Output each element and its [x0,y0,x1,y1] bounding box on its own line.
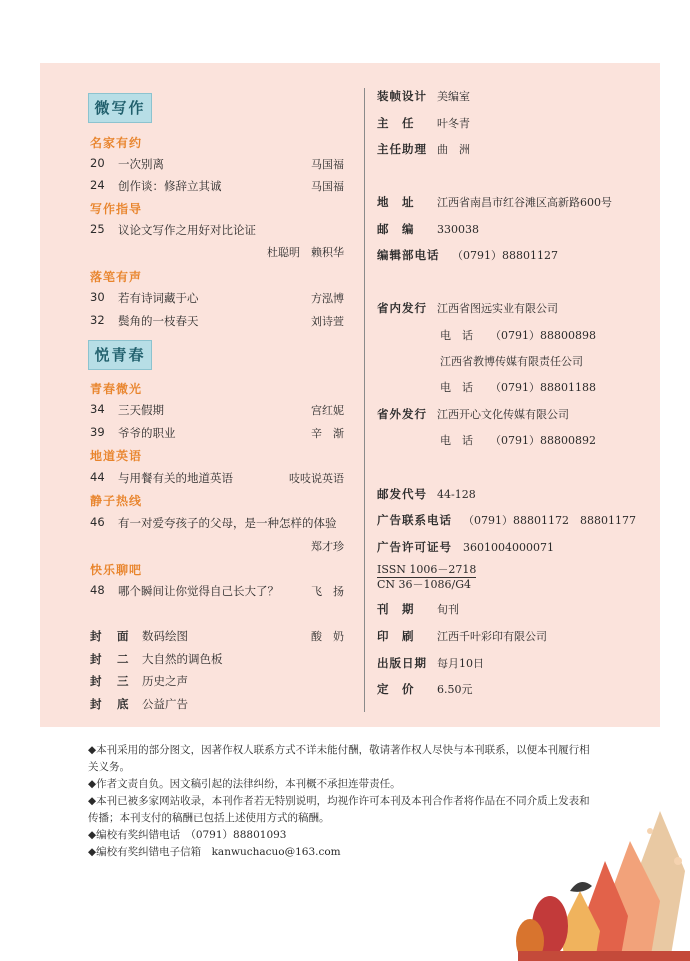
info-key: 邮 编 [377,222,415,236]
info-domestic-phone-2 [440,379,596,395]
info-key: 主 任 [377,116,415,130]
toc-row[interactable] [90,313,344,329]
category-heading: 快乐聊吧 [90,563,143,577]
info-value: 江西开心文化传媒有限公司 [437,408,569,421]
toc-row[interactable] [90,222,344,238]
note-line: ◆编校有奖纠错电子信箱 kanwuchacuo@163.com [88,846,341,858]
info-value: 44-128 [437,488,476,501]
cover-value: 历史之声 [142,674,188,688]
info-value: 330038 [437,223,479,236]
toc-row[interactable] [90,515,344,531]
toc-title: 若有诗词藏于心 [118,291,199,305]
toc-title: 与用餐有关的地道英语 [118,471,233,485]
toc-page: 32 [90,313,105,327]
toc-page: 44 [90,470,105,484]
category-heading: 地道英语 [90,449,143,463]
category-heading: 写作指导 [90,202,143,216]
info-value: 江西省南昌市红谷滩区高新路600号 [437,196,612,209]
cover-value: 公益广告 [142,697,188,711]
toc-page: 20 [90,156,105,170]
issn-block [377,563,476,592]
note-line: ◆本刊已被多家网站收录，本刊作者若无特别说明，均视作许可本刊及本刊合作者将作品在不同介质上发表和传播；本刊支付的稿酬已包括上述使用方式的稿酬。 [88,795,590,824]
cover-row [90,651,344,667]
info-value: （0791）88800898 [490,329,596,342]
info-design [377,88,470,104]
toc-page: 48 [90,583,105,597]
section-banner-2: 悦青春 [88,340,152,370]
info-key: 主任助理 [377,142,427,156]
toc-title: 爷爷的职业 [118,426,176,440]
info-outside-phone [440,432,596,448]
info-key: 邮发代号 [377,487,427,501]
toc-author: 方泓博 [311,292,344,305]
category-heading: 静子热线 [90,494,143,508]
info-key: 电 话 [440,381,473,394]
info-key: 省外发行 [377,407,427,421]
info-value: 江西省图远实业有限公司 [437,302,558,315]
cover-author: 酸 奶 [311,630,344,643]
toc-title: 三天假期 [118,403,164,417]
info-editorial-phone [377,247,558,263]
cover-value: 数码绘图 [142,629,188,643]
toc-author: 飞 扬 [311,585,344,598]
toc-page: 39 [90,425,105,439]
info-domestic-phone-1 [440,327,596,343]
info-value: （0791）88801172 88801177 [463,514,636,527]
toc-author: 马国福 [311,180,344,193]
info-value: （0791）88800892 [490,434,596,447]
info-key: 省内发行 [377,301,427,315]
info-value: 叶冬青 [437,117,470,130]
toc-row[interactable] [90,156,344,172]
info-address [377,194,612,210]
toc-page: 46 [90,515,105,529]
toc-row[interactable] [90,402,344,418]
info-value: 3601004000071 [463,541,554,554]
toc-page: 34 [90,402,105,416]
info-key: 地 址 [377,195,415,209]
toc-row[interactable] [90,178,344,194]
cover-row [90,673,344,689]
toc-author: 辛 渐 [311,427,344,440]
info-domestic-company-2: 江西省教博传媒有限责任公司 [440,355,583,368]
toc-author: 吱吱说英语 [289,472,344,485]
info-value: 曲 洲 [437,143,470,156]
toc-page: 24 [90,178,105,192]
note-line: ◆作者文责自负。因文稿引起的法律纠纷，本刊概不承担连带责任。 [88,778,401,790]
toc-row[interactable] [90,470,344,486]
category-heading: 青春微光 [90,382,143,396]
info-date [377,655,484,671]
info-postcode [377,221,479,237]
info-value: 每月10日 [437,657,484,670]
info-key: 定 价 [377,682,415,696]
info-period [377,601,459,617]
info-ad-license [377,539,554,555]
info-outside [377,406,569,422]
cover-label: 封 二 [90,652,131,666]
info-key: 广告联系电话 [377,513,452,527]
info-key: 装帧设计 [377,89,427,103]
info-postal-code [377,486,476,502]
info-value: 美编室 [437,90,470,103]
info-director [377,115,470,131]
category-heading: 名家有约 [90,136,143,150]
toc-row[interactable] [90,583,344,599]
toc-title: 哪个瞬间让你觉得自己长大了？ [118,584,279,598]
cover-value: 大自然的调色板 [142,652,223,666]
toc-author: 刘诗萱 [311,315,344,328]
section-banner-1: 微写作 [88,93,152,123]
info-key: 电 话 [440,434,473,447]
info-key: 刊 期 [377,602,415,616]
toc-author: 郑才珍 [311,540,344,553]
toc-page: 25 [90,222,105,236]
issn-number: ISSN 1006－2718 [377,563,477,576]
cover-label: 封 底 [90,697,131,711]
toc-title: 有一对爱夸孩子的父母，是一种怎样的体验 [118,516,337,530]
category-heading: 落笔有声 [90,270,143,284]
cover-label: 封 面 [90,629,131,643]
column-divider [364,88,365,712]
info-domestic [377,300,558,316]
info-value: 6.50元 [437,683,473,696]
cover-row [90,628,344,644]
toc-author: 马国福 [311,158,344,171]
toc-page: 30 [90,290,105,304]
info-key: 广告许可证号 [377,540,452,554]
info-value: （0791）88801188 [490,381,596,394]
info-price [377,681,473,697]
toc-author: 宫红妮 [311,404,344,417]
info-value: （0791）88801127 [452,249,558,262]
toc-title: 议论文写作之用好对比论证 [118,223,256,237]
info-value: 江西千叶彩印有限公司 [437,630,547,643]
toc-row[interactable] [90,425,344,441]
toc-title: 鬓角的一枝春天 [118,314,199,328]
info-key: 编辑部电话 [377,248,440,262]
decorative-trees-illustration [510,801,690,961]
info-key: 电 话 [440,329,473,342]
note-line: ◆本刊采用的部分图文，因著作权人联系方式不详未能付酬，敬请著作权人尽快与本刊联系，以便本刊履行相关义务。 [88,744,590,773]
info-key: 印 刷 [377,629,415,643]
cover-row [90,696,344,712]
info-print [377,628,547,644]
info-key: 出版日期 [377,656,427,670]
info-ad-phone [377,512,636,528]
toc-title: 创作谈：修辞立其诚 [118,179,222,193]
info-assistant [377,141,470,157]
note-line: ◆编校有奖纠错电话 （0791）88801093 [88,829,287,841]
cover-label: 封 三 [90,674,131,688]
cn-number: CN 36－1086/G4 [377,578,472,591]
toc-author: 杜聪明 赖积华 [267,246,344,259]
toc-row[interactable] [90,290,344,306]
toc-title: 一次别离 [118,157,164,171]
info-value: 旬刊 [437,603,459,616]
